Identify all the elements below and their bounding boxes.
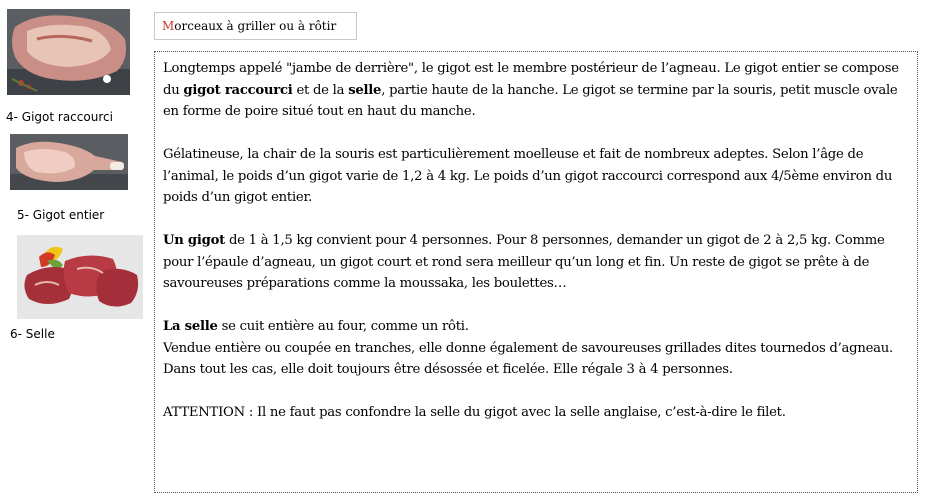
article-text-box xyxy=(154,51,918,493)
selle-photo-icon xyxy=(17,235,143,319)
caption-gigot-raccourci: 4- Gigot raccourci xyxy=(6,110,113,124)
section-title xyxy=(154,12,357,40)
paragraph-intro-text-3: , partie haute de la hanche. Le gigot se termine par la souris, petit muscle ovale en forme de poire situé tout en haut du manche. xyxy=(163,82,898,119)
section-title-rest: orceaux à griller ou à rôtir xyxy=(174,19,337,33)
section-title-initial: M xyxy=(162,19,175,33)
caption-selle: 6- Selle xyxy=(10,327,55,341)
gigot-raccourci-photo-icon xyxy=(7,9,130,95)
caption-gigot-entier: 5- Gigot entier xyxy=(17,208,105,222)
term-gigot-raccourci: gigot raccourci xyxy=(183,82,293,98)
paragraph-intro-text-2: et de la xyxy=(292,82,349,98)
paragraph-gigot-text: de 1 à 1,5 kg convient pour 4 personnes. Pour 8 personnes, demander un gigot de 2 à 2,5 kg. Comme pour l’épaule d’agneau, un gigot court et rond sera meilleur qu’un long et fin. Un reste de gigot se prête à de savoureuses préparations comme la moussaka, les boulettes… xyxy=(163,233,885,291)
term-un-gigot: Un gigot xyxy=(163,233,226,248)
gigot-entier-photo-icon xyxy=(10,134,128,190)
paragraph-selle-text-1: se cuit entière au four, comme un rôti. xyxy=(217,319,469,334)
term-selle: selle xyxy=(348,82,382,98)
term-la-selle: La selle xyxy=(163,319,218,334)
paragraph-gigot xyxy=(163,230,909,295)
paragraph-souris: Gélatineuse, la chair de la souris est particulièrement moelleuse et fait de nombreux adeptes. Selon l’âge de l’animal, le poids d’un gigot varie de 1,2 à 4 kg. Le poids d’un gigot raccourci correspond aux 4/5ème environ du poids d’un gigot entier. xyxy=(163,147,893,205)
paragraph-intro-text-1: Longtemps appelé "jambe de derrière", le gigot est le membre postérieur de l’agneau. Le gigot entier se compose du xyxy=(163,61,899,98)
paragraph-selle xyxy=(163,316,909,381)
paragraph-selle-text-2: Vendue entière ou coupée en tranches, elle donne également de savoureuses grillades dites tournedos d’agneau. Dans tout les cas, elle doit toujours être désossée et ficelée. Elle régale 3 à 4 personnes. xyxy=(163,340,893,377)
paragraph-attention: ATTENTION : Il ne faut pas confondre la selle du gigot avec la selle anglaise, c’est-à-dire le filet. xyxy=(163,405,786,420)
paragraph-intro xyxy=(163,58,909,123)
